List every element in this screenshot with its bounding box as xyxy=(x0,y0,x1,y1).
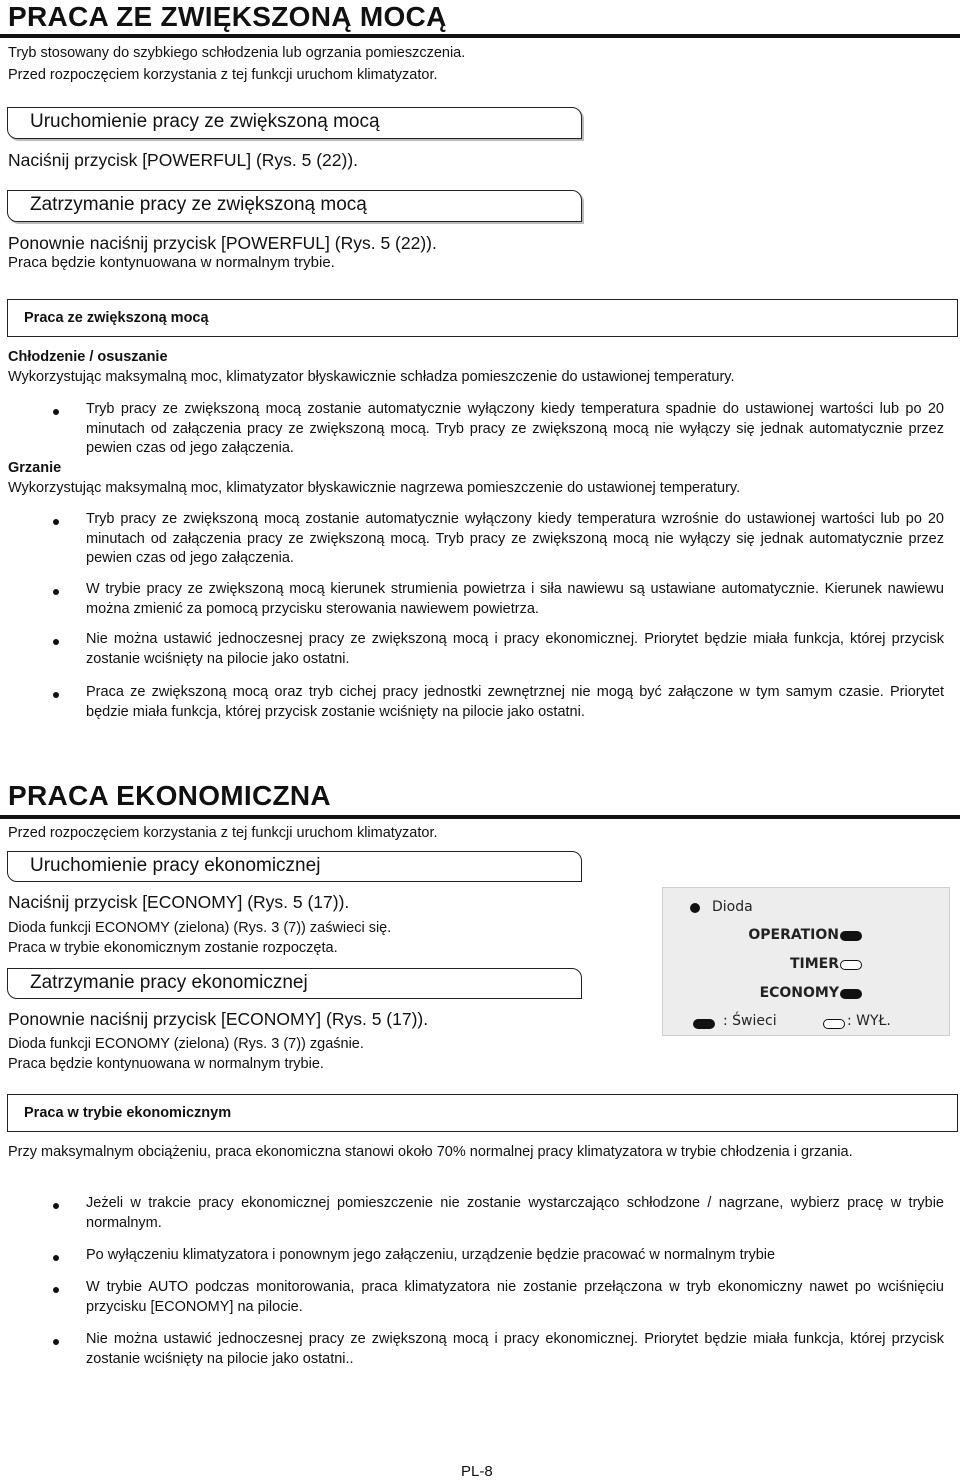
start-heading: Uruchomienie pracy ze zwiększoną mocą xyxy=(30,111,380,132)
title-divider xyxy=(0,815,960,819)
list-item: Tryb pracy ze zwiększoną mocą zostanie automatycznie wyłączony kiedy temperatura wzrośnie do ustawionej wartości lub po 20 minutach od załączenia pracy ze zwiększoną mocą. Tryb pracy ze zwiększoną mocą nie wyłączy się jednak automatycznie przez pewien czas od jego załączenia. xyxy=(86,511,944,566)
page-number: PL-8 xyxy=(461,1463,493,1480)
stop-note: Dioda funkcji ECONOMY (zielona) (Rys. 3 (7)) zgaśnie. xyxy=(8,1036,364,1052)
list-item: Po wyłączeniu klimatyzatora i ponownym jego załączeniu, urządzenie będzie pracować w normalnym trybie xyxy=(86,1247,776,1263)
bullet-icon xyxy=(53,692,59,698)
stop-heading: Zatrzymanie pracy ze zwiększoną mocą xyxy=(30,194,367,215)
list-item: Jeżeli w trakcie pracy ekonomicznej pomieszczenie nie zostanie wystarczająco schłodzone / nagrzane, wybierz pracę w trybie normalnym. xyxy=(86,1195,944,1231)
cooling-heading: Chłodzenie / osuszanie xyxy=(8,349,168,365)
title-divider xyxy=(0,34,960,38)
section-title-economy: PRACA EKONOMICZNA xyxy=(8,780,331,811)
bullet-icon xyxy=(53,589,59,595)
note-box-title: Praca ze zwiększoną mocą xyxy=(24,310,209,326)
bullet-icon xyxy=(53,1339,59,1345)
led-indicator-panel xyxy=(662,887,950,1036)
start-heading-box xyxy=(7,851,582,882)
list-item: W trybie AUTO podczas monitorowania, praca klimatyzatora nie zostanie przełączona w tryb ekonomiczny nawet po wciśnięciu przycisku [ECONOMY] na pilocie. xyxy=(86,1279,944,1315)
heating-text: Wykorzystując maksymalną moc, klimatyzator błyskawicznie nagrzewa pomieszczenie do ustawionej temperatury. xyxy=(8,480,741,496)
start-heading-box xyxy=(7,107,582,139)
stop-note: Praca będzie kontynuowana w normalnym trybie. xyxy=(8,254,335,271)
intro-text: Tryb stosowany do szybkiego schłodzenia lub ogrzania pomieszczenia. xyxy=(8,45,466,61)
note-box-powerful xyxy=(7,299,958,337)
stop-heading-box xyxy=(7,190,582,222)
legend-on-label: : Świeci xyxy=(723,1013,777,1029)
stop-heading-box xyxy=(7,968,582,999)
start-instruction: Naciśnij przycisk [POWERFUL] (Rys. 5 (22)). xyxy=(8,150,359,170)
intro-text: Przed rozpoczęciem korzystania z tej funkcji uruchom klimatyzator. xyxy=(8,825,438,841)
stop-note: Praca będzie kontynuowana w normalnym trybie. xyxy=(8,1056,324,1072)
start-note: Praca w trybie ekonomicznym zostanie rozpoczęta. xyxy=(8,940,338,956)
economy-text: Przy maksymalnym obciążeniu, praca ekonomiczna stanowi około 70% normalnej pracy klimatyzatora w trybie chłodzenia i grzania. xyxy=(8,1144,853,1160)
legend-off-label: : WYŁ. xyxy=(847,1013,891,1029)
stop-heading: Zatrzymanie pracy ekonomicznej xyxy=(30,972,308,993)
led-label-operation: OPERATION xyxy=(748,927,839,943)
legend-off-icon xyxy=(823,1019,845,1029)
led-operation-on-icon xyxy=(840,931,862,941)
legend-bullet-icon xyxy=(690,903,700,913)
start-note: Dioda funkcji ECONOMY (zielona) (Rys. 3 (7)) zaświeci się. xyxy=(8,920,392,936)
list-item: Nie można ustawić jednoczesnej pracy ze zwiększoną mocą i pracy ekonomicznej. Priorytet będzie miała funkcja, której przycisk zostanie wciśnięty na pilocie jako ostatni. xyxy=(86,631,944,667)
led-economy-on-icon xyxy=(840,989,862,999)
heating-heading: Grzanie xyxy=(8,460,62,476)
start-heading: Uruchomienie pracy ekonomicznej xyxy=(30,855,321,876)
bullet-icon xyxy=(53,409,59,415)
led-label-economy: ECONOMY xyxy=(759,985,839,1001)
section-title-powerful: PRACA ZE ZWIĘKSZONĄ MOCĄ xyxy=(8,1,447,32)
led-timer-off-icon xyxy=(840,960,862,970)
bullet-icon xyxy=(53,1287,59,1293)
stop-instruction: Ponownie naciśnij przycisk [ECONOMY] (Rys. 5 (17)). xyxy=(8,1009,429,1029)
led-label-timer: TIMER xyxy=(789,956,839,972)
note-box-economy xyxy=(7,1094,958,1132)
bullet-icon xyxy=(53,519,59,525)
list-item: Nie można ustawić jednoczesnej pracy ze zwiększoną mocą i pracy ekonomicznej. Priorytet będzie miała funkcja, której przycisk zostanie wciśnięty na pilocie jako ostatni.. xyxy=(86,1331,944,1367)
intro-text: Przed rozpoczęciem korzystania z tej funkcji uruchom klimatyzator. xyxy=(8,67,438,83)
start-instruction: Naciśnij przycisk [ECONOMY] (Rys. 5 (17)). xyxy=(8,892,350,912)
legend-on-icon xyxy=(693,1019,715,1029)
panel-legend: Dioda xyxy=(712,899,753,915)
bullet-icon xyxy=(53,1203,59,1209)
note-box-title: Praca w trybie ekonomicznym xyxy=(24,1105,232,1121)
stop-instruction: Ponownie naciśnij przycisk [POWERFUL] (Rys. 5 (22)). xyxy=(8,233,437,253)
list-item: Praca ze zwiększoną mocą oraz tryb cichej pracy jednostki zewnętrznej nie mogą być załączone w tym samym czasie. Priorytet będzie miała funkcja, której przycisk zostanie wciśnięty na pilocie jako ostatni. xyxy=(86,684,944,720)
list-item: Tryb pracy ze zwiększoną mocą zostanie automatycznie wyłączony kiedy temperatura spadnie do ustawionej wartości lub po 20 minutach od załączenia pracy ze zwiększoną mocą. Tryb pracy ze zwiększoną mocą nie wyłączy się jednak automatycznie przez pewien czas od jego załączenia. xyxy=(86,401,944,456)
list-item: W trybie pracy ze zwiększoną mocą kierunek strumienia powietrza i siła nawiewu są ustawiane automatycznie. Kierunek nawiewu można zmienić za pomocą przycisku sterowania nawiewem powietrza. xyxy=(86,581,944,617)
bullet-icon xyxy=(53,1255,59,1261)
cooling-text: Wykorzystując maksymalną moc, klimatyzator błyskawicznie schładza pomieszczenie do ustawionej temperatury. xyxy=(8,369,735,385)
bullet-icon xyxy=(53,639,59,645)
